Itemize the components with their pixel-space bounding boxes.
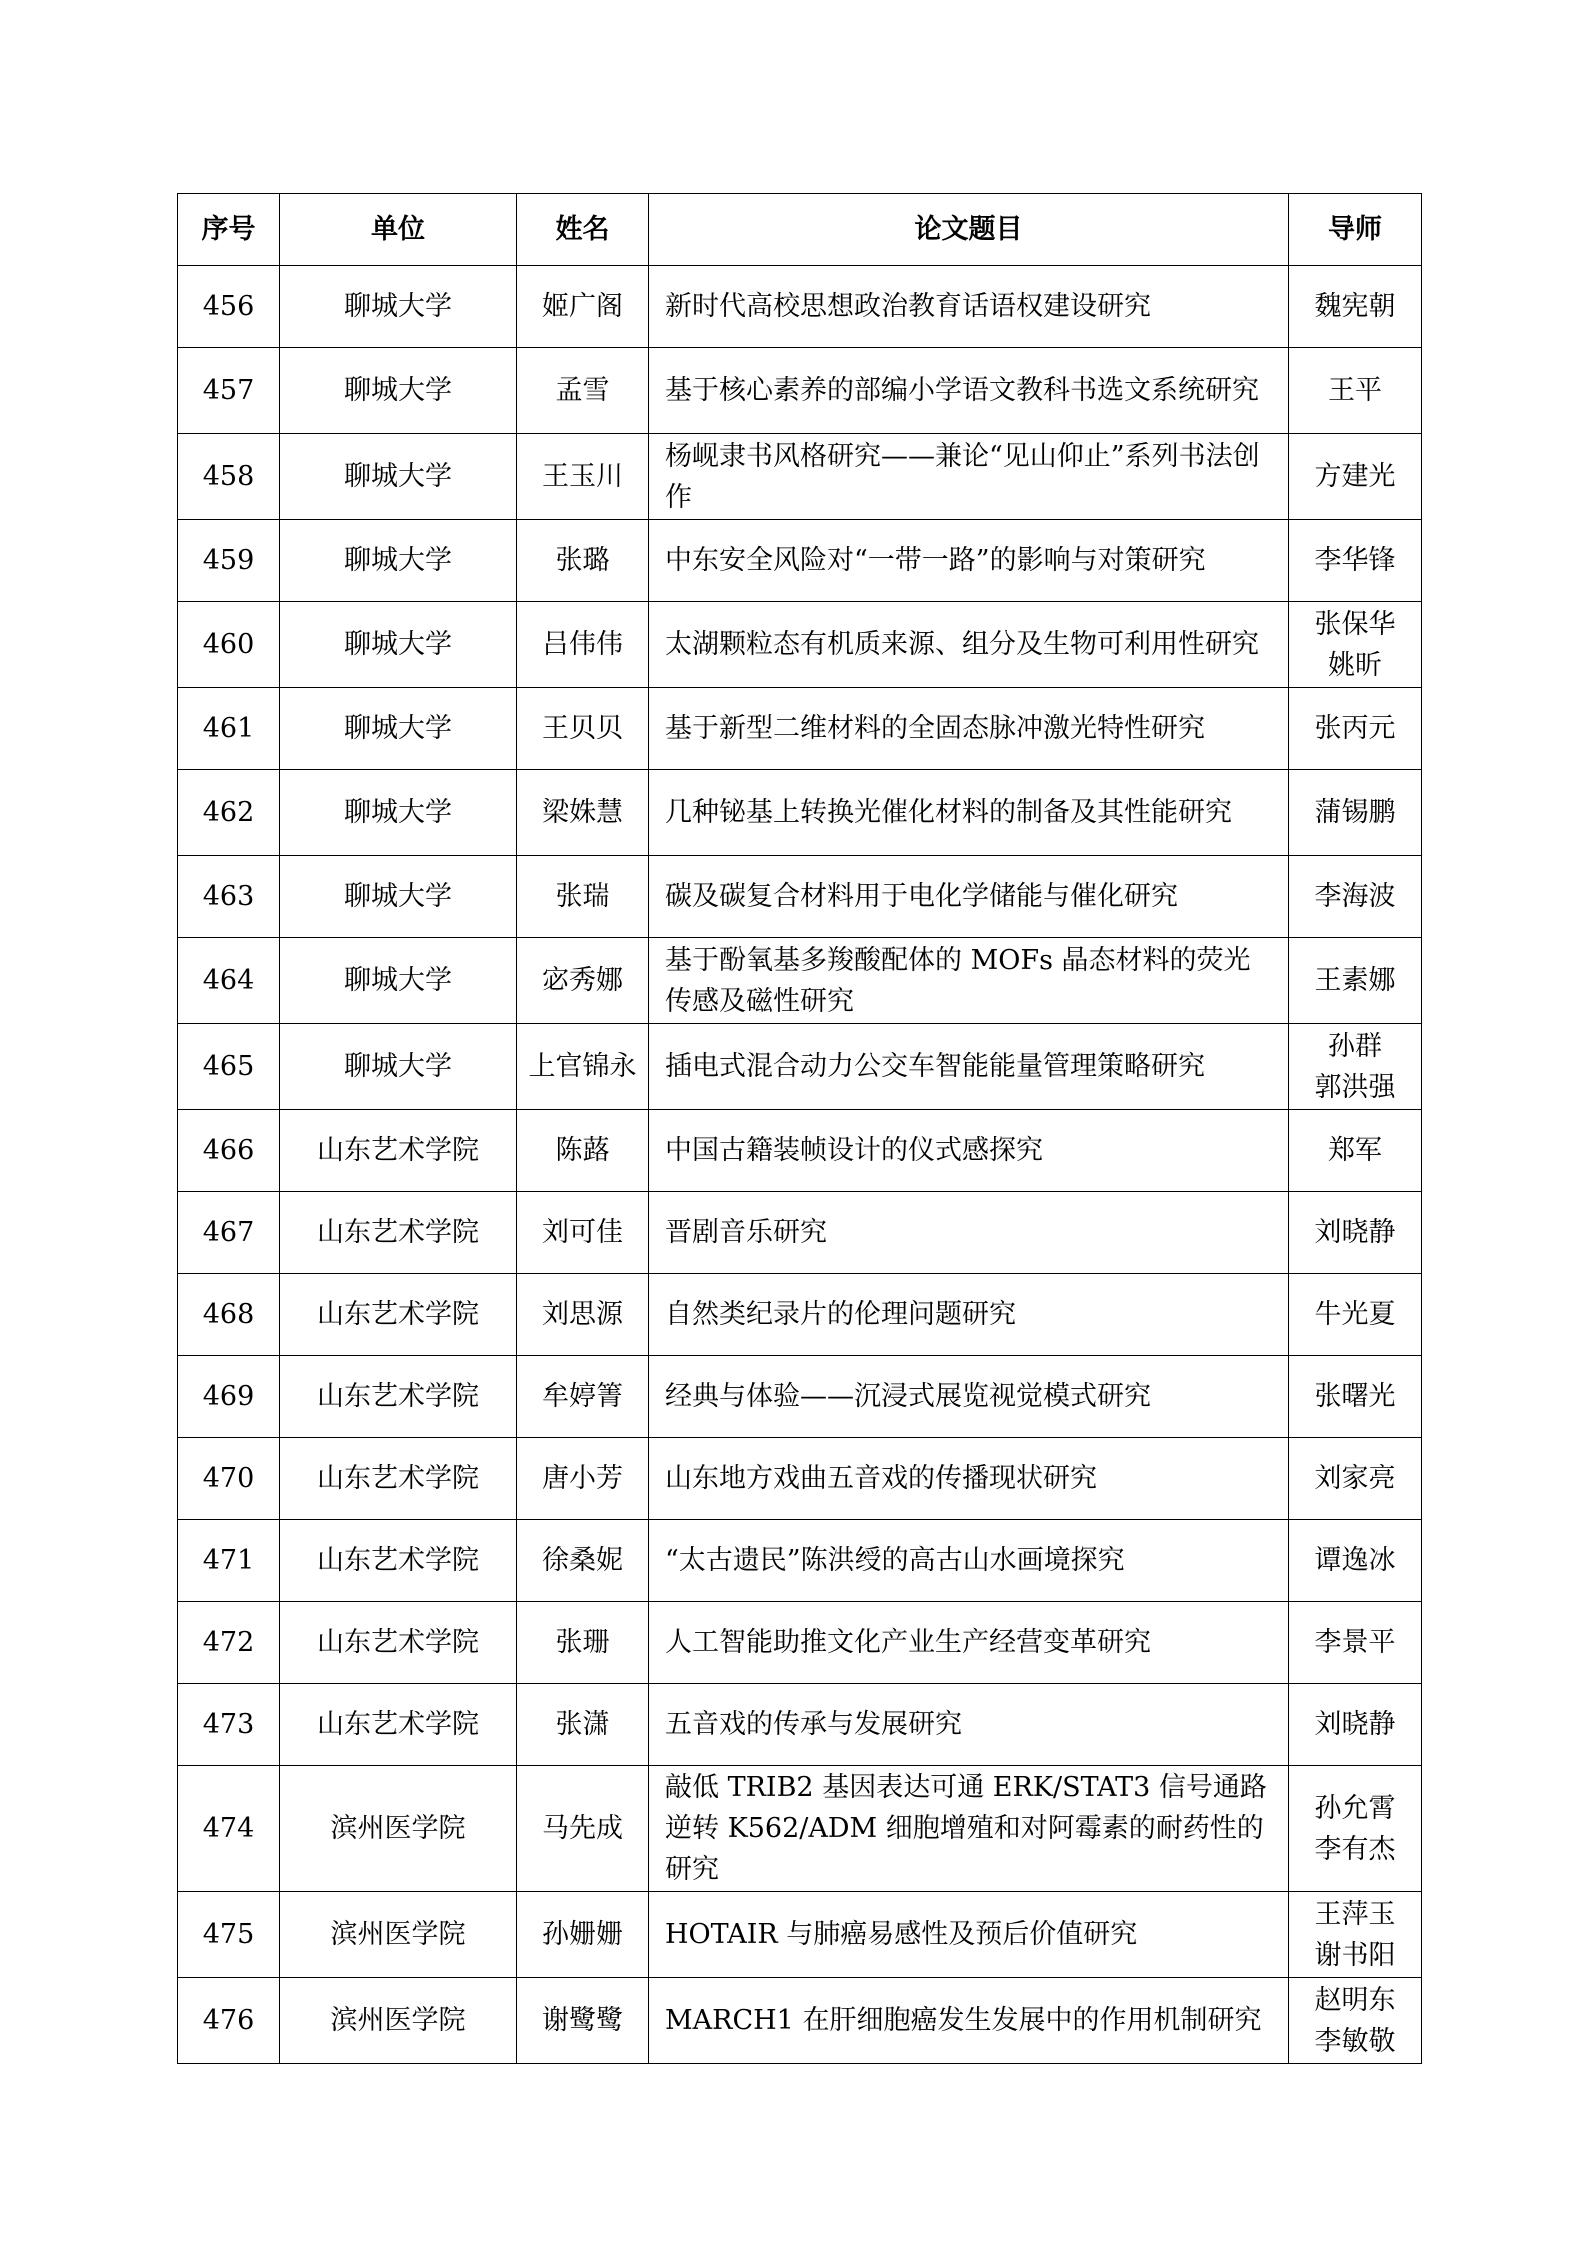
cell-thesis-title: 自然类纪录片的伦理问题研究 [649, 1274, 1289, 1356]
table-row [178, 1978, 1422, 2064]
cell-unit: 聊城大学 [280, 1024, 517, 1110]
cell-serial-no: 469 [178, 1356, 280, 1438]
cell-name: 王贝贝 [517, 688, 649, 770]
cell-name: 徐桑妮 [517, 1520, 649, 1602]
table-row [178, 520, 1422, 602]
cell-advisor: 张保华 姚昕 [1289, 602, 1422, 688]
cell-thesis-title: 五音戏的传承与发展研究 [649, 1684, 1289, 1766]
cell-unit: 山东艺术学院 [280, 1602, 517, 1684]
table-row [178, 1602, 1422, 1684]
cell-serial-no: 474 [178, 1766, 280, 1892]
cell-serial-no: 458 [178, 434, 280, 520]
cell-advisor: 孙群 郭洪强 [1289, 1024, 1422, 1110]
cell-unit: 聊城大学 [280, 266, 517, 348]
cell-serial-no: 475 [178, 1892, 280, 1978]
table-row [178, 1520, 1422, 1602]
cell-thesis-title: MARCH1 在肝细胞癌发生发展中的作用机制研究 [649, 1978, 1289, 2064]
cell-thesis-title: 新时代高校思想政治教育话语权建设研究 [649, 266, 1289, 348]
table-row [178, 1684, 1422, 1766]
cell-thesis-title: 几种铋基上转换光催化材料的制备及其性能研究 [649, 770, 1289, 856]
cell-unit: 聊城大学 [280, 434, 517, 520]
table-header-row [178, 194, 1422, 266]
cell-unit: 聊城大学 [280, 856, 517, 938]
cell-name: 谢鹭鹭 [517, 1978, 649, 2064]
cell-unit: 山东艺术学院 [280, 1110, 517, 1192]
cell-serial-no: 465 [178, 1024, 280, 1110]
cell-thesis-title: “太古遗民”陈洪绶的高古山水画境探究 [649, 1520, 1289, 1602]
cell-unit: 山东艺术学院 [280, 1438, 517, 1520]
cell-advisor: 张曙光 [1289, 1356, 1422, 1438]
cell-unit: 滨州医学院 [280, 1892, 517, 1978]
cell-thesis-title: 基于新型二维材料的全固态脉冲激光特性研究 [649, 688, 1289, 770]
cell-name: 张潇 [517, 1684, 649, 1766]
cell-advisor: 孙允霄 李有杰 [1289, 1766, 1422, 1892]
cell-unit: 聊城大学 [280, 770, 517, 856]
cell-name: 张瑞 [517, 856, 649, 938]
cell-serial-no: 472 [178, 1602, 280, 1684]
cell-unit: 聊城大学 [280, 938, 517, 1024]
cell-name: 孟雪 [517, 348, 649, 434]
cell-serial-no: 466 [178, 1110, 280, 1192]
cell-thesis-title: 基于核心素养的部编小学语文教科书选文系统研究 [649, 348, 1289, 434]
cell-serial-no: 460 [178, 602, 280, 688]
table-row [178, 1766, 1422, 1892]
table-row [178, 1356, 1422, 1438]
table-row [178, 938, 1422, 1024]
table-row [178, 1438, 1422, 1520]
table-row [178, 1274, 1422, 1356]
table-row [178, 1892, 1422, 1978]
cell-serial-no: 456 [178, 266, 280, 348]
cell-advisor: 张丙元 [1289, 688, 1422, 770]
cell-advisor: 郑军 [1289, 1110, 1422, 1192]
cell-serial-no: 468 [178, 1274, 280, 1356]
cell-name: 张璐 [517, 520, 649, 602]
table-row [178, 1192, 1422, 1274]
cell-unit: 山东艺术学院 [280, 1356, 517, 1438]
cell-serial-no: 471 [178, 1520, 280, 1602]
table-row [178, 770, 1422, 856]
cell-serial-no: 476 [178, 1978, 280, 2064]
cell-unit: 山东艺术学院 [280, 1192, 517, 1274]
cell-advisor: 牛光夏 [1289, 1274, 1422, 1356]
cell-serial-no: 463 [178, 856, 280, 938]
table-row [178, 1110, 1422, 1192]
cell-advisor: 刘晓静 [1289, 1684, 1422, 1766]
cell-thesis-title: 中东安全风险对“一带一路”的影响与对策研究 [649, 520, 1289, 602]
cell-serial-no: 467 [178, 1192, 280, 1274]
table-row [178, 348, 1422, 434]
cell-advisor: 王萍玉 谢书阳 [1289, 1892, 1422, 1978]
cell-unit: 聊城大学 [280, 520, 517, 602]
header-unit: 单位 [280, 194, 517, 266]
cell-unit: 聊城大学 [280, 688, 517, 770]
cell-advisor: 刘家亮 [1289, 1438, 1422, 1520]
cell-serial-no: 470 [178, 1438, 280, 1520]
cell-thesis-title: 人工智能助推文化产业生产经营变革研究 [649, 1602, 1289, 1684]
cell-name: 陈蕗 [517, 1110, 649, 1192]
cell-thesis-title: HOTAIR 与肺癌易感性及预后价值研究 [649, 1892, 1289, 1978]
cell-advisor: 魏宪朝 [1289, 266, 1422, 348]
header-name: 姓名 [517, 194, 649, 266]
cell-name: 梁姝慧 [517, 770, 649, 856]
cell-serial-no: 457 [178, 348, 280, 434]
cell-unit: 滨州医学院 [280, 1766, 517, 1892]
cell-name: 唐小芳 [517, 1438, 649, 1520]
table-body [178, 266, 1422, 2064]
cell-unit: 山东艺术学院 [280, 1274, 517, 1356]
cell-serial-no: 464 [178, 938, 280, 1024]
table-row [178, 602, 1422, 688]
cell-name: 吕伟伟 [517, 602, 649, 688]
cell-advisor: 赵明东 李敏敬 [1289, 1978, 1422, 2064]
cell-thesis-title: 插电式混合动力公交车智能能量管理策略研究 [649, 1024, 1289, 1110]
cell-serial-no: 461 [178, 688, 280, 770]
cell-name: 马先成 [517, 1766, 649, 1892]
cell-thesis-title: 中国古籍装帧设计的仪式感探究 [649, 1110, 1289, 1192]
cell-unit: 聊城大学 [280, 348, 517, 434]
cell-serial-no: 462 [178, 770, 280, 856]
cell-advisor: 李景平 [1289, 1602, 1422, 1684]
cell-thesis-title: 敲低 TRIB2 基因表达可通 ERK/STAT3 信号通路逆转 K562/ADM 细胞增殖和对阿霉素的耐药性的研究 [649, 1766, 1289, 1892]
cell-advisor: 李海波 [1289, 856, 1422, 938]
table-row [178, 266, 1422, 348]
cell-name: 宓秀娜 [517, 938, 649, 1024]
cell-serial-no: 459 [178, 520, 280, 602]
cell-thesis-title: 经典与体验——沉浸式展览视觉模式研究 [649, 1356, 1289, 1438]
cell-name: 牟婷箐 [517, 1356, 649, 1438]
cell-name: 王玉川 [517, 434, 649, 520]
header-serial-no: 序号 [178, 194, 280, 266]
thesis-list-table [177, 193, 1422, 2064]
cell-name: 张珊 [517, 1602, 649, 1684]
cell-name: 姬广阁 [517, 266, 649, 348]
cell-unit: 聊城大学 [280, 602, 517, 688]
cell-advisor: 王素娜 [1289, 938, 1422, 1024]
cell-unit: 滨州医学院 [280, 1978, 517, 2064]
cell-unit: 山东艺术学院 [280, 1684, 517, 1766]
cell-thesis-title: 杨岘隶书风格研究——兼论“见山仰止”系列书法创作 [649, 434, 1289, 520]
cell-thesis-title: 基于酚氧基多羧酸配体的 MOFs 晶态材料的荧光传感及磁性研究 [649, 938, 1289, 1024]
cell-unit: 山东艺术学院 [280, 1520, 517, 1602]
cell-name: 上官锦永 [517, 1024, 649, 1110]
cell-name: 孙姗姗 [517, 1892, 649, 1978]
cell-advisor: 方建光 [1289, 434, 1422, 520]
table-row [178, 856, 1422, 938]
cell-advisor: 蒲锡鹏 [1289, 770, 1422, 856]
cell-name: 刘思源 [517, 1274, 649, 1356]
cell-serial-no: 473 [178, 1684, 280, 1766]
cell-advisor: 李华锋 [1289, 520, 1422, 602]
cell-name: 刘可佳 [517, 1192, 649, 1274]
table-row [178, 434, 1422, 520]
cell-advisor: 王平 [1289, 348, 1422, 434]
header-advisor: 导师 [1289, 194, 1422, 266]
table-row [178, 1024, 1422, 1110]
cell-advisor: 谭逸冰 [1289, 1520, 1422, 1602]
cell-thesis-title: 山东地方戏曲五音戏的传播现状研究 [649, 1438, 1289, 1520]
header-thesis-title: 论文题目 [649, 194, 1289, 266]
cell-thesis-title: 太湖颗粒态有机质来源、组分及生物可利用性研究 [649, 602, 1289, 688]
cell-thesis-title: 碳及碳复合材料用于电化学储能与催化研究 [649, 856, 1289, 938]
cell-thesis-title: 晋剧音乐研究 [649, 1192, 1289, 1274]
cell-advisor: 刘晓静 [1289, 1192, 1422, 1274]
table-row [178, 688, 1422, 770]
